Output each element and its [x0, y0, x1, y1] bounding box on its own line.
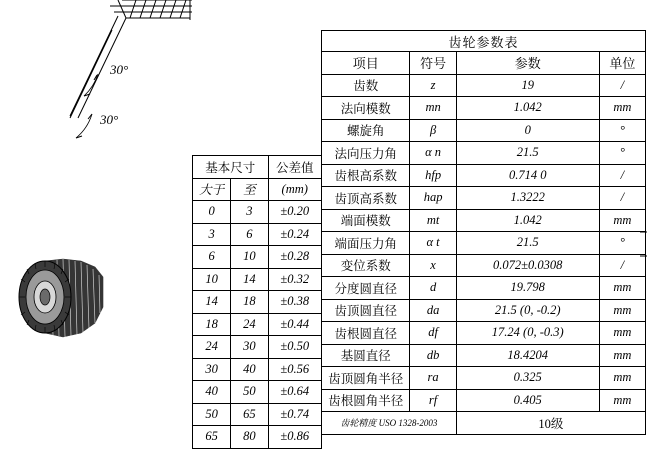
gear-cell-value: 0.072±0.0308	[456, 254, 599, 277]
tolerance-cell-from: 50	[193, 403, 231, 426]
tolerance-cell-to: 80	[231, 426, 268, 449]
gear-cell-symbol: d	[410, 277, 456, 300]
tolerance-cell-value: ±0.50	[268, 336, 322, 359]
tolerance-table	[192, 155, 322, 449]
gear-cell-value: 19.798	[456, 277, 599, 300]
tolerance-cell-value: ±0.32	[268, 268, 322, 291]
table-row	[322, 389, 646, 412]
gear-cell-symbol: α n	[410, 142, 456, 165]
gear-header-value: 参数	[456, 52, 599, 75]
gear-cell-value: 18.4204	[456, 344, 599, 367]
gear-cell-value: 21.5 (0, -0.2)	[456, 299, 599, 322]
table-row	[322, 164, 646, 187]
tolerance-cell-to: 40	[231, 358, 268, 381]
tolerance-cell-from: 18	[193, 313, 231, 336]
gear-cell-symbol: β	[410, 119, 456, 142]
tolerance-header-tolerance: 公差值	[268, 156, 322, 179]
gear-cell-unit: /	[599, 254, 645, 277]
gear-cell-unit: /	[599, 74, 645, 97]
gear-cell-symbol: hfp	[410, 164, 456, 187]
tolerance-cell-value: ±0.38	[268, 291, 322, 314]
gear-cell-item: 端面模数	[322, 209, 410, 232]
table-row	[193, 268, 322, 291]
table-row	[322, 299, 646, 322]
gear-cell-value: 1.042	[456, 97, 599, 120]
table-row	[322, 367, 646, 390]
table-row	[193, 381, 322, 404]
table-row	[193, 246, 322, 269]
gear-cell-symbol: x	[410, 254, 456, 277]
gear-header-item: 项目	[322, 52, 410, 75]
table-row	[193, 291, 322, 314]
gear-cell-unit: mm	[599, 367, 645, 390]
gear-parameter-table	[321, 30, 646, 435]
table-row	[193, 313, 322, 336]
gear-pictorial-drawing	[10, 250, 135, 360]
tolerance-cell-value: ±0.74	[268, 403, 322, 426]
gear-cell-value: 0.714 0	[456, 164, 599, 187]
gear-accuracy-standard: 齿轮精度 USO 1328-2003	[322, 412, 457, 435]
tolerance-cell-from: 24	[193, 336, 231, 359]
gear-cell-symbol: mn	[410, 97, 456, 120]
gear-table-title-row	[322, 31, 646, 52]
tolerance-cell-from: 3	[193, 223, 231, 246]
gear-table-title: 齿轮参数表	[322, 31, 646, 52]
gear-cell-item: 分度圆直径	[322, 277, 410, 300]
tolerance-cell-to: 6	[231, 223, 268, 246]
tolerance-cell-value: ±0.20	[268, 201, 322, 224]
tolerance-cell-from: 10	[193, 268, 231, 291]
table-row	[322, 232, 646, 255]
gear-header-unit: 单位	[599, 52, 645, 75]
gear-cell-symbol: da	[410, 299, 456, 322]
table-row	[322, 97, 646, 120]
table-row	[322, 322, 646, 345]
gear-cell-item: 法向压力角	[322, 142, 410, 165]
gear-cell-item: 齿顶圆角半径	[322, 367, 410, 390]
tolerance-cell-to: 14	[231, 268, 268, 291]
gear-cell-item: 齿根圆角半径	[322, 389, 410, 412]
angle-label-upper: 30°	[110, 62, 129, 77]
gear-cell-unit: °	[599, 119, 645, 142]
gear-cell-value: 0.325	[456, 367, 599, 390]
gear-table-header-row	[322, 52, 646, 75]
tolerance-cell-to: 10	[231, 246, 268, 269]
tolerance-cell-to: 50	[231, 381, 268, 404]
tolerance-cell-from: 65	[193, 426, 231, 449]
gear-cell-item: 法向模数	[322, 97, 410, 120]
gear-cell-item: 齿顶高系数	[322, 187, 410, 210]
gear-header-symbol: 符号	[410, 52, 456, 75]
tolerance-cell-value: ±0.64	[268, 381, 322, 404]
gear-cell-unit: /	[599, 164, 645, 187]
gear-cell-symbol: hap	[410, 187, 456, 210]
gear-cell-item: 齿顶圆直径	[322, 299, 410, 322]
tolerance-cell-value: ±0.24	[268, 223, 322, 246]
chamfer-detail-drawing	[40, 0, 220, 160]
gear-cell-value: 1.3222	[456, 187, 599, 210]
table-row	[322, 74, 646, 97]
gear-cell-item: 齿数	[322, 74, 410, 97]
table-row	[193, 426, 322, 449]
tolerance-cell-from: 14	[193, 291, 231, 314]
tolerance-cell-from: 30	[193, 358, 231, 381]
table-row	[322, 277, 646, 300]
table-row	[193, 223, 322, 246]
gear-cell-symbol: α t	[410, 232, 456, 255]
tolerance-table-subheader-row	[193, 178, 322, 201]
table-row	[322, 187, 646, 210]
table-row	[322, 344, 646, 367]
gear-cell-unit: mm	[599, 209, 645, 232]
tolerance-cell-to: 3	[231, 201, 268, 224]
gear-cell-value: 0	[456, 119, 599, 142]
gear-cell-symbol: z	[410, 74, 456, 97]
tolerance-subheader-to: 至	[231, 178, 268, 201]
tolerance-table-header-row	[193, 156, 322, 179]
gear-cell-symbol: mt	[410, 209, 456, 232]
gear-cell-item: 基圆直径	[322, 344, 410, 367]
gear-cell-unit: mm	[599, 322, 645, 345]
gear-cell-symbol: ra	[410, 367, 456, 390]
tolerance-cell-value: ±0.86	[268, 426, 322, 449]
table-row	[322, 119, 646, 142]
gear-cell-value: 0.405	[456, 389, 599, 412]
table-row	[193, 201, 322, 224]
table-row	[193, 336, 322, 359]
table-row	[322, 209, 646, 232]
gear-cell-value: 21.5	[456, 232, 599, 255]
gear-cell-unit: mm	[599, 277, 645, 300]
gear-cell-item: 齿根高系数	[322, 164, 410, 187]
tolerance-cell-from: 6	[193, 246, 231, 269]
table-row	[193, 358, 322, 381]
tolerance-cell-to: 30	[231, 336, 268, 359]
gear-cell-value: 1.042	[456, 209, 599, 232]
tolerance-cell-value: ±0.44	[268, 313, 322, 336]
gear-cell-item: 端面压力角	[322, 232, 410, 255]
gear-cell-unit: /	[599, 187, 645, 210]
gear-cell-unit: mm	[599, 97, 645, 120]
gear-cell-value: 19	[456, 74, 599, 97]
tolerance-cell-to: 18	[231, 291, 268, 314]
gear-cell-unit: mm	[599, 389, 645, 412]
gear-cell-symbol: rf	[410, 389, 456, 412]
gear-cell-unit: mm	[599, 299, 645, 322]
table-row	[322, 254, 646, 277]
gear-cell-value: 21.5	[456, 142, 599, 165]
tolerance-cell-to: 24	[231, 313, 268, 336]
gear-cell-value: 17.24 (0, -0.3)	[456, 322, 599, 345]
tolerance-cell-to: 65	[231, 403, 268, 426]
gear-cell-unit: °	[599, 142, 645, 165]
tolerance-subheader-unit: (mm)	[268, 178, 322, 201]
tolerance-header-basic-size: 基本尺寸	[193, 156, 269, 179]
gear-cell-unit: mm	[599, 344, 645, 367]
angle-label-lower: 30°	[100, 112, 119, 127]
tolerance-subheader-from: 大于	[193, 178, 231, 201]
tolerance-cell-from: 0	[193, 201, 231, 224]
gear-parameter-table-container	[321, 30, 646, 435]
table-row	[322, 142, 646, 165]
gear-cell-item: 齿根圆直径	[322, 322, 410, 345]
tolerance-table-container	[192, 155, 322, 449]
tolerance-cell-from: 40	[193, 381, 231, 404]
tolerance-cell-value: ±0.28	[268, 246, 322, 269]
tolerance-cell-value: ±0.56	[268, 358, 322, 381]
gear-table-grade-row	[322, 412, 646, 435]
gear-cell-unit: °	[599, 232, 645, 255]
table-row	[193, 403, 322, 426]
gear-cell-symbol: df	[410, 322, 456, 345]
gear-accuracy-grade: 10级	[456, 412, 645, 435]
gear-cell-item: 变位系数	[322, 254, 410, 277]
gear-cell-item: 螺旋角	[322, 119, 410, 142]
gear-cell-symbol: db	[410, 344, 456, 367]
